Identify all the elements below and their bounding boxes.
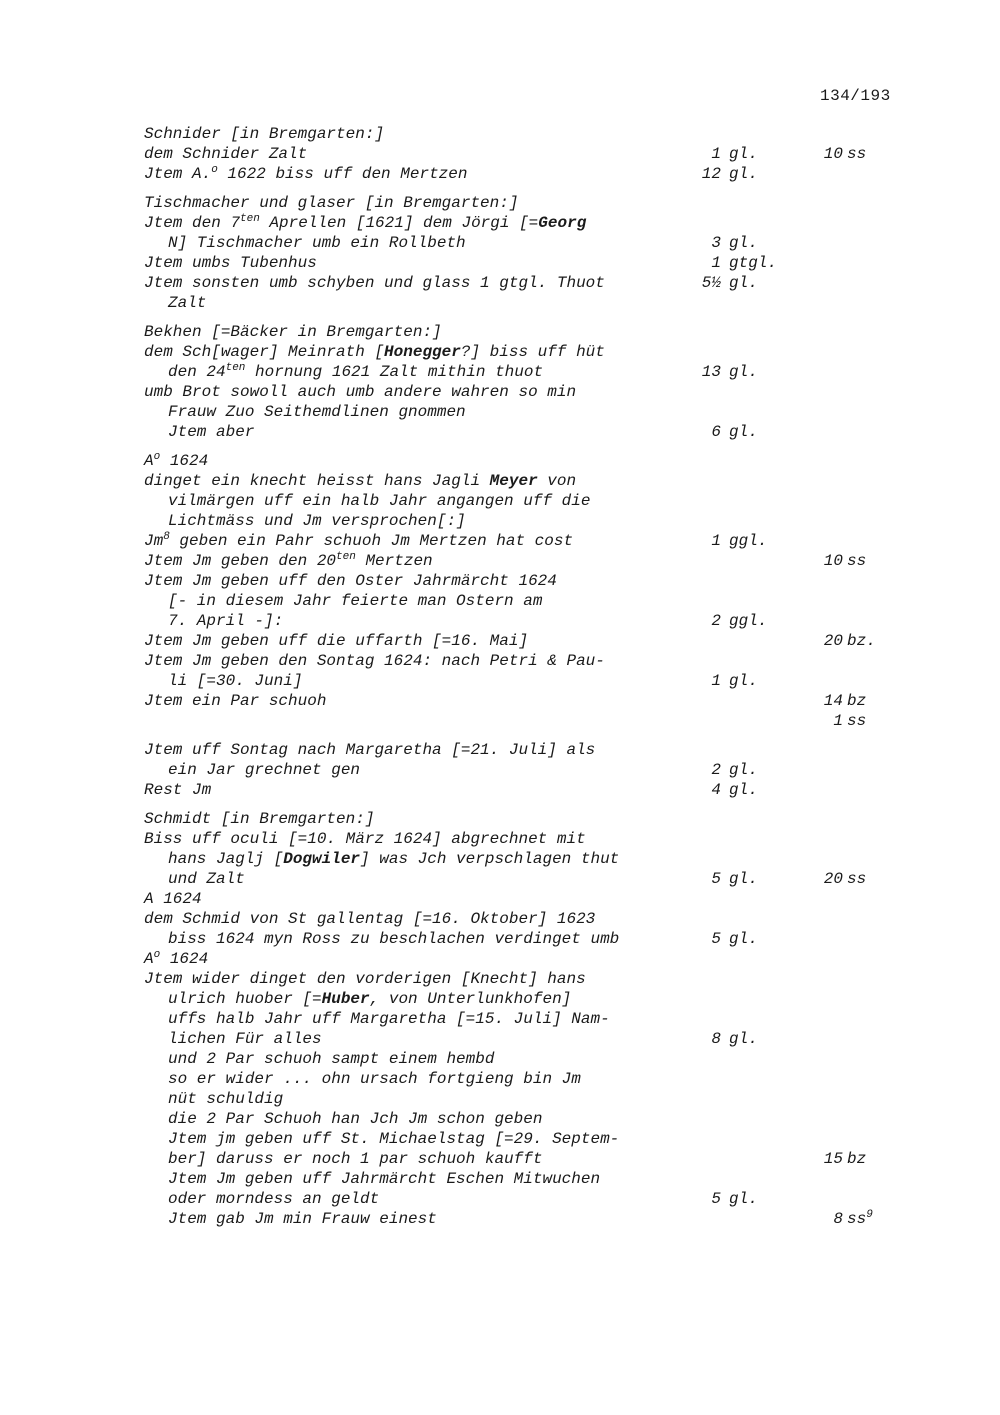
ledger-row: [144, 760, 924, 780]
ledger-row: [144, 471, 924, 491]
entry-unit: gl.: [729, 672, 758, 690]
ledger-row: [144, 451, 924, 471]
entry-unit: gl.: [729, 274, 758, 292]
entry-text: die 2 Par Schuoh han Jch Jm schon geben: [168, 1110, 543, 1128]
entry-unit-secondary: $ss^9$: [847, 1209, 873, 1228]
ledger-row: [144, 273, 924, 293]
ledger-row: [144, 711, 924, 731]
entry-unit: ggl.: [729, 532, 768, 550]
entry-text: Zalt: [168, 294, 207, 312]
entry-amount: 5½: [701, 274, 721, 292]
entry-text: Jtem gab Jm min Frauw einest: [168, 1210, 437, 1228]
entry-text: und Zalt: [168, 870, 245, 888]
entry-text: Jtem Jm geben den Sontag 1624: nach Petri & Pau-: [144, 652, 605, 670]
entry-unit-secondary: bz.: [847, 632, 876, 650]
ledger-row: [144, 511, 924, 531]
ledger-row: [144, 969, 924, 989]
ledger-row: [144, 1049, 924, 1069]
entry-amount: 2: [711, 761, 721, 779]
ledger-row: [144, 342, 924, 362]
ledger-row: [144, 591, 924, 611]
ledger-section: [144, 193, 924, 313]
entry-text: Jtem jm geben uff St. Michaelstag [=29. Septem-: [168, 1130, 620, 1148]
entry-text: Frauw Zuo Seithemdlinen gnommen: [168, 403, 466, 421]
ledger-row: [144, 651, 924, 671]
entry-text: nüt schuldig: [168, 1090, 284, 1108]
ledger-row: [144, 1129, 924, 1149]
entry-amount-secondary: 8: [833, 1210, 843, 1228]
entry-amount: 1: [711, 532, 721, 550]
entry-text: 7. April -]:: [168, 612, 284, 630]
ledger-section: [144, 740, 924, 800]
entry-text: Jtem Jm geben den $20^{ten}$ Mertzen: [144, 551, 433, 570]
entry-unit-secondary: ss: [847, 712, 867, 730]
entry-text: dinget ein knecht heisst hans Jagli Meyer von: [144, 472, 577, 490]
entry-unit: gl.: [729, 930, 758, 948]
entry-text: Jtem Jm geben uff den Oster Jahrmärcht 1624: [144, 572, 557, 590]
entry-unit: gl.: [729, 870, 758, 888]
ledger-body: [144, 124, 924, 1238]
entry-amount-secondary: 20: [823, 870, 843, 888]
entry-text: dem Schmid von St gallentag [=16. Oktober] 1623: [144, 910, 596, 928]
entry-unit: gl.: [729, 1030, 758, 1048]
ledger-row: [144, 909, 924, 929]
entry-text: ein Jar grechnet gen: [168, 761, 361, 779]
ledger-row: [144, 422, 924, 442]
entry-unit: gl.: [729, 145, 758, 163]
ledger-row: [144, 144, 924, 164]
entry-amount: 5: [711, 930, 721, 948]
ledger-row: [144, 1029, 924, 1049]
entry-text: Jm$^8$ geben ein Pahr schuoh Jm Mertzen hat cost: [144, 531, 574, 550]
ledger-row: [144, 362, 924, 382]
ledger-row: [144, 1109, 924, 1129]
entry-text: Schnider [in Bremgarten:]: [144, 125, 385, 143]
entry-text: dem Schnider Zalt: [144, 145, 308, 163]
ledger-section: [144, 451, 924, 731]
entry-text: vilmärgen uff ein halb Jahr angangen uff die: [168, 492, 591, 510]
entry-amount: 5: [711, 870, 721, 888]
ledger-row: [144, 929, 924, 949]
entry-text: so er wider ... ohn ursach fortgieng bin Jm: [168, 1070, 581, 1088]
ledger-section: [144, 809, 924, 1229]
entry-text: ulrich huober [=Huber, von Unterlunkhofen]: [168, 990, 572, 1008]
entry-unit-secondary: ss: [847, 870, 867, 888]
entry-unit: gl.: [729, 423, 758, 441]
ledger-row: [144, 551, 924, 571]
ledger-row: [144, 193, 924, 213]
entry-text: Jtem sonsten umb schyben und glass 1 gtgl. Thuot: [144, 274, 605, 292]
ledger-row: [144, 491, 924, 511]
ledger-row: [144, 402, 924, 422]
entry-text: den $24^{ten}$ hornung 1621 Zalt mithin thuot: [168, 362, 544, 381]
ledger-section: [144, 322, 924, 442]
page-number: 134/193: [820, 87, 891, 105]
entry-text: Jtem uff Sontag nach Margaretha [=21. Juli] als: [144, 741, 596, 759]
ledger-row: [144, 531, 924, 551]
entry-text: und 2 Par schuoh sampt einem hembd: [168, 1050, 495, 1068]
entry-unit: gtgl.: [729, 254, 778, 272]
entry-text: dem Sch[wager] Meinrath [Honegger?] biss uff hüt: [144, 343, 605, 361]
entry-text: Lichtmäss und Jm versprochen[:]: [168, 512, 466, 530]
entry-unit-secondary: bz: [847, 692, 867, 710]
entry-text: Jtem aber: [168, 423, 255, 441]
entry-amount: 1: [711, 254, 721, 272]
entry-unit: gl.: [729, 165, 758, 183]
ledger-section: [144, 124, 924, 184]
entry-text: Jtem den $7^{ten}$ Aprellen [1621] dem Jörgi [=Georg: [144, 213, 587, 232]
ledger-row: [144, 1069, 924, 1089]
ledger-row: [144, 740, 924, 760]
entry-amount: 8: [711, 1030, 721, 1048]
entry-text: biss 1624 myn Ross zu beschlachen verdinget umb: [168, 930, 620, 948]
entry-text: hans Jaglj [Dogwiler] was Jch verpschlagen thut: [168, 850, 620, 868]
entry-unit: gl.: [729, 1190, 758, 1208]
ledger-row: [144, 253, 924, 273]
ledger-row: [144, 849, 924, 869]
ledger-row: [144, 233, 924, 253]
ledger-row: [144, 1009, 924, 1029]
entry-amount-secondary: 10: [823, 145, 843, 163]
entry-unit: gl.: [729, 363, 758, 381]
entry-amount: 12: [701, 165, 721, 183]
entry-text: A 1624: [144, 890, 202, 908]
entry-text: Tischmacher und glaser [in Bremgarten:]: [144, 194, 519, 212]
entry-unit: gl.: [729, 234, 758, 252]
ledger-row: [144, 889, 924, 909]
entry-text: Jtem wider dinget den vorderigen [Knecht] hans: [144, 970, 586, 988]
ledger-row: [144, 989, 924, 1009]
ledger-row: [144, 1089, 924, 1109]
entry-text: oder morndess an geldt: [168, 1190, 380, 1208]
ledger-row: [144, 809, 924, 829]
entry-amount-secondary: 15: [823, 1150, 843, 1168]
entry-text: Jtem Jm geben uff die uffarth [=16. Mai]: [144, 632, 529, 650]
entry-text: $A^o$ 1624: [144, 949, 209, 968]
entry-amount: 2: [711, 612, 721, 630]
entry-text: Jtem ein Par schuoh: [144, 692, 327, 710]
entry-text: Jtem Jm geben uff Jahrmärcht Eschen Mitwuchen: [168, 1170, 601, 1188]
ledger-row: [144, 164, 924, 184]
entry-unit-secondary: ss: [847, 145, 867, 163]
ledger-row: [144, 671, 924, 691]
ledger-row: [144, 829, 924, 849]
entry-amount: 5: [711, 1190, 721, 1208]
ledger-row: [144, 1149, 924, 1169]
entry-amount-secondary: 14: [823, 692, 843, 710]
entry-unit: ggl.: [729, 612, 768, 630]
ledger-row: [144, 293, 924, 313]
ledger-row: [144, 382, 924, 402]
entry-text: [- in diesem Jahr feierte man Ostern am: [168, 592, 543, 610]
entry-amount-secondary: 20: [823, 632, 843, 650]
entry-unit-secondary: bz: [847, 1150, 867, 1168]
ledger-row: [144, 571, 924, 591]
ledger-row: [144, 611, 924, 631]
entry-amount: 1: [711, 145, 721, 163]
ledger-row: [144, 1209, 924, 1229]
entry-text: uffs halb Jahr uff Margaretha [=15. Juli] Nam-: [168, 1010, 610, 1028]
ledger-row: [144, 1169, 924, 1189]
entry-text: N] Tischmacher umb ein Rollbeth: [168, 234, 466, 252]
ledger-row: [144, 124, 924, 144]
entry-unit: gl.: [729, 781, 758, 799]
entry-text: li [=30. Juni]: [168, 672, 303, 690]
entry-amount: 6: [711, 423, 721, 441]
entry-amount: 1: [711, 672, 721, 690]
entry-amount: 13: [701, 363, 721, 381]
entry-text: Jtem umbs Tubenhus: [144, 254, 317, 272]
entry-amount-secondary: 1: [833, 712, 843, 730]
entry-text: Rest Jm: [144, 781, 212, 799]
ledger-row: [144, 780, 924, 800]
entry-unit-secondary: ss: [847, 552, 867, 570]
entry-text: Schmidt [in Bremgarten:]: [144, 810, 375, 828]
ledger-row: [144, 1189, 924, 1209]
entry-text: Bekhen [=Bäcker in Bremgarten:]: [144, 323, 442, 341]
entry-text: lichen Für alles: [168, 1030, 322, 1048]
entry-text: umb Brot sowoll auch umb andere wahren so min: [144, 383, 577, 401]
entry-amount: 4: [711, 781, 721, 799]
entry-unit: gl.: [729, 761, 758, 779]
entry-text: Jtem A.$^o$ 1622 biss uff den Mertzen: [144, 164, 468, 183]
entry-text: ber] daruss er noch 1 par schuoh kaufft: [168, 1150, 543, 1168]
ledger-row: [144, 869, 924, 889]
ledger-row: [144, 322, 924, 342]
entry-text: Biss uff oculi [=10. März 1624] abgrechnet mit: [144, 830, 586, 848]
entry-amount-secondary: 10: [823, 552, 843, 570]
ledger-row: [144, 213, 924, 233]
ledger-row: [144, 631, 924, 651]
ledger-row: [144, 691, 924, 711]
ledger-row: [144, 949, 924, 969]
entry-amount: 3: [711, 234, 721, 252]
entry-text: $A^o$ 1624: [144, 451, 209, 470]
